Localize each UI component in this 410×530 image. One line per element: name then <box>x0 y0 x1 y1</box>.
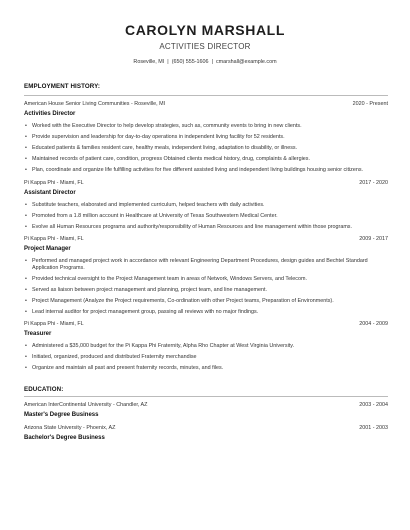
job-bullet: • Administered a $35,000 budget for the Pi Kappa Phi Fraternity, Alpha Rho Chapter at West Virginia University. <box>24 343 388 350</box>
job-bullet: • Evolve all Human Resources programs and authority/responsibility of Human Resources and line management within those programs. <box>24 224 388 231</box>
contact-separator: | <box>211 59 213 65</box>
job-bullet: • Served as liaison between project management and planning, project team, and line management. <box>24 287 388 294</box>
resume-header <box>0 0 410 65</box>
job-entry <box>24 321 388 372</box>
job-meta <box>24 180 388 186</box>
education-meta <box>24 402 388 408</box>
job-bullet: • Substitute teachers, elaborated and implemented curriculum, helped teachers with daily activities. <box>24 202 388 209</box>
job-bullet: • Plan, coordinate and organize life fulfilling activities for five different assisted living and independent living buildings housing senior citizens. <box>24 167 388 174</box>
job-role: Assistant Director <box>24 189 76 196</box>
contact-location: Roseville, MI <box>133 59 165 65</box>
candidate-name: CAROLYN MARSHALL <box>125 22 285 38</box>
job-bullet: • Lead internal auditor for project management group, passing all reviews with no major findings. <box>24 309 388 316</box>
job-bullet: • Maintained records of patient care, condition, progress Obtained clients medical history, drug, complaints & allergies. <box>24 156 388 163</box>
employment-heading: EMPLOYMENT HISTORY: <box>24 83 101 90</box>
job-dates: 2020 - Present <box>352 101 388 107</box>
employment-section <box>24 83 388 372</box>
job-entry <box>24 236 388 315</box>
job-company: Pi Kappa Phi - Miami, FL <box>24 321 84 328</box>
job-company: Pi Kappa Phi - Miami, FL <box>24 236 84 243</box>
contact-email[interactable]: cmarshall@example.com <box>215 59 277 65</box>
education-school: American InterContinental University - Chandler, AZ <box>24 401 148 408</box>
job-bullet: • Project Management (Analyze the Project requirements, Co-ordination with other Project teams, Preparation of Environments). <box>24 298 388 305</box>
contact-line <box>0 59 410 65</box>
job-meta <box>24 321 388 327</box>
job-bullets <box>24 202 388 231</box>
candidate-title: ACTIVITIES DIRECTOR <box>159 42 251 51</box>
job-dates: 2004 - 2009 <box>359 321 388 328</box>
education-degree: Bachelor's Degree Business <box>24 434 105 441</box>
contact-phone[interactable]: (650) 555-1606 <box>171 59 209 65</box>
job-bullet: • Initiated, organized, produced and distributed Fraternity merchandise <box>24 354 388 361</box>
education-school: Arizona State University - Phoenix, AZ <box>24 424 116 431</box>
job-bullet: • Worked with the Executive Director to help develop strategies, such as, community events to bring in new clients. <box>24 123 388 130</box>
resume-content <box>0 83 410 441</box>
job-dates: 2009 - 2017 <box>359 236 388 243</box>
job-meta <box>24 236 388 242</box>
job-company: Pi Kappa Phi - Miami, FL <box>24 179 84 186</box>
education-degree: Master's Degree Business <box>24 411 99 418</box>
job-bullet: • Educated patients & families resident care, healthy meals, independent living, adaptation to disability, or illness. <box>24 145 388 152</box>
job-bullet: • Provided technical oversight to the Project Management team in areas of Network, Windows Servers, and Telecom. <box>24 276 388 283</box>
job-bullet: • Organize and maintain all past and present fraternity records, minutes, and files. <box>24 365 388 372</box>
job-bullets <box>24 343 388 372</box>
job-role: Treasurer <box>24 331 52 338</box>
job-bullet: • Promoted from a 1.8 million account in Healthcare at University of Texas Southwestern Medical Center. <box>24 213 388 220</box>
job-company: American House Senior Living Communities - Roseville, MI <box>24 101 166 107</box>
section-divider <box>24 95 388 96</box>
education-dates: 2001 - 2003 <box>359 424 388 431</box>
education-heading: EDUCATION: <box>24 385 64 393</box>
job-meta <box>24 101 388 107</box>
contact-separator: | <box>167 59 169 65</box>
job-role: Project Manager <box>24 246 71 253</box>
job-bullet: • Performed and managed project work in accordance with relevant Engineering Department Procedures, design guides and Bechtel Standard Application Programs. <box>24 258 388 271</box>
job-dates: 2017 - 2020 <box>359 179 388 186</box>
job-bullet: • Provide supervision and leadership for day-to-day operations in independent living facility for 52 residents. <box>24 134 388 141</box>
job-role: Activities Director <box>24 111 76 117</box>
education-section <box>24 386 388 441</box>
job-entry <box>24 101 388 174</box>
job-bullets <box>24 258 388 315</box>
education-entry <box>24 402 388 418</box>
job-entry <box>24 180 388 231</box>
education-dates: 2003 - 2004 <box>359 401 388 408</box>
education-meta <box>24 425 388 431</box>
job-bullets <box>24 123 388 174</box>
section-divider <box>24 396 388 397</box>
education-entry <box>24 425 388 441</box>
